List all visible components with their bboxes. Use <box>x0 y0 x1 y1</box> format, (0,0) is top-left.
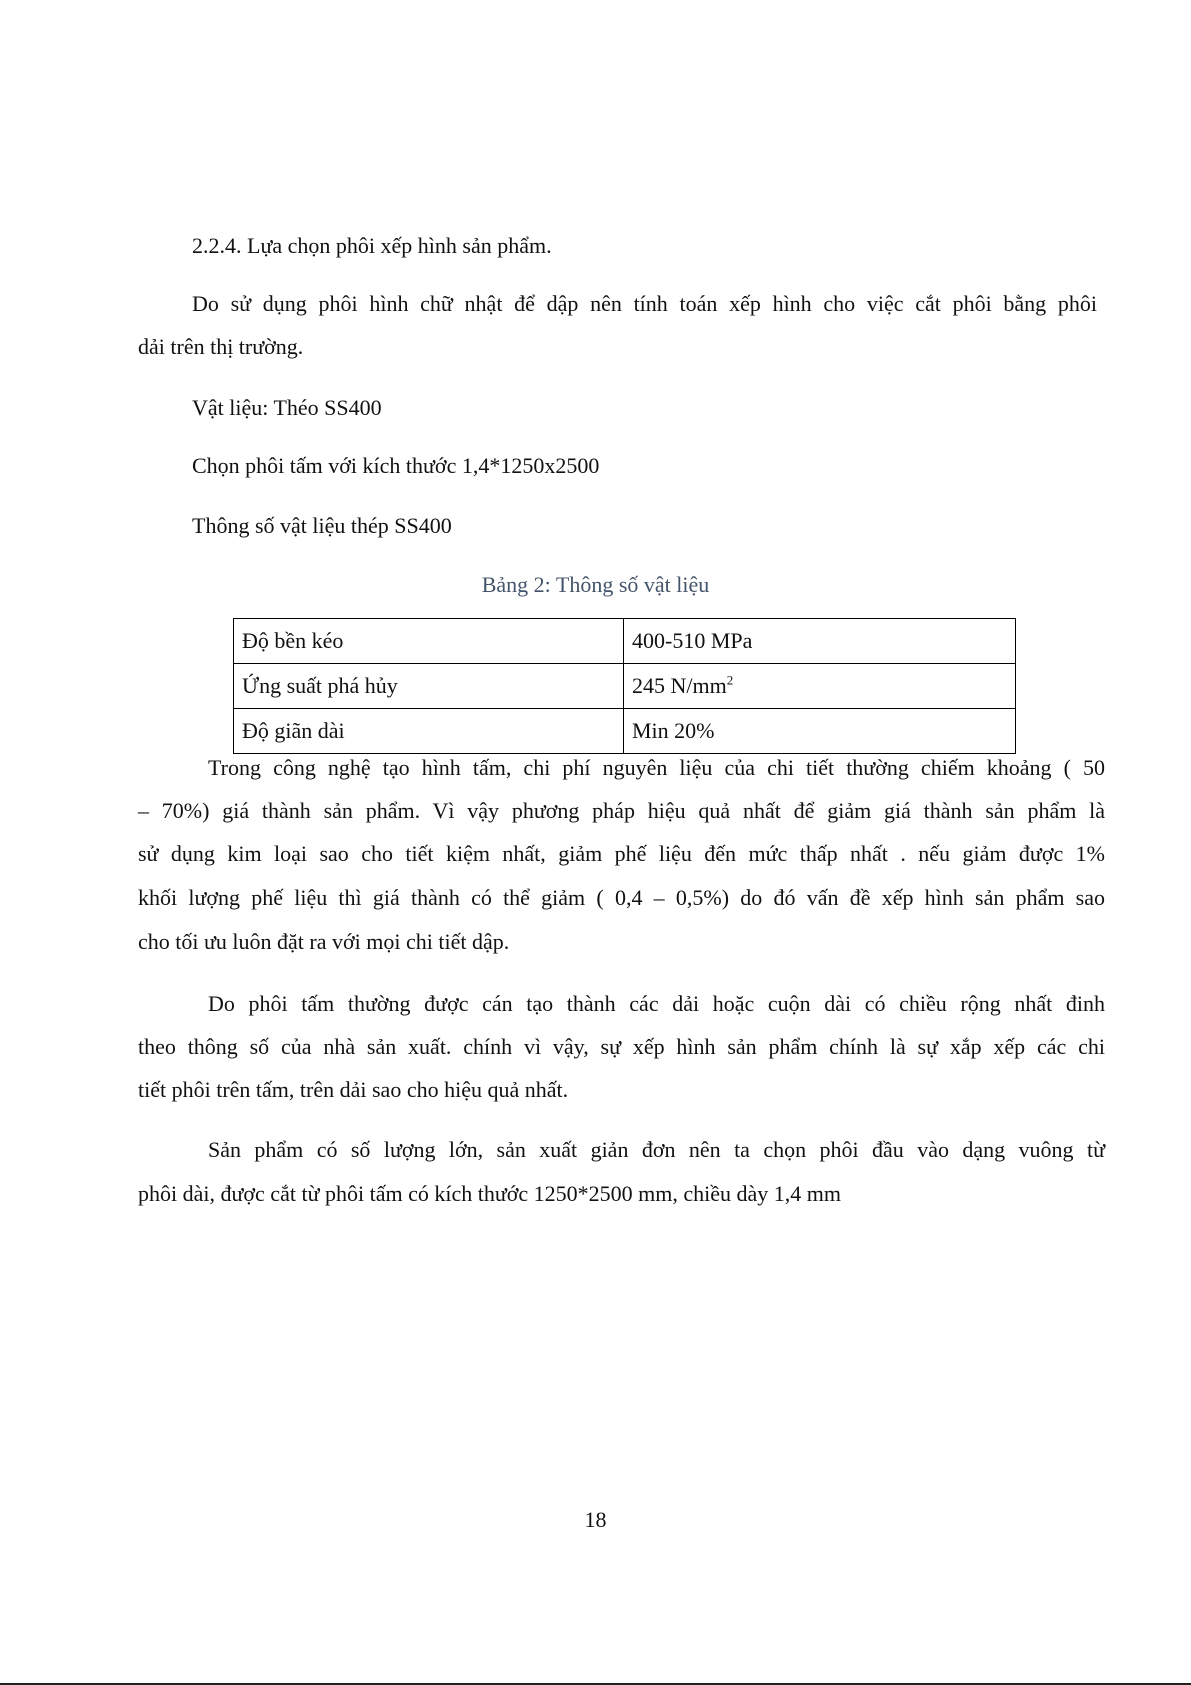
paragraph-2-line-3: sử dụng kim loại sao cho tiết kiệm nhất, giảm phế liệu đến mức thấp nhất . nếu giảm được 1% <box>138 841 1105 866</box>
section-heading: 2.2.4. Lựa chọn phôi xếp hình sản phẩm. <box>192 233 552 258</box>
page-number: 18 <box>584 1507 607 1532</box>
paragraph-2-line-4: khối lượng phế liệu thì giá thành có thể giảm ( 0,4 – 0,5%) do đó vấn đề xếp hình sản phẩm sao <box>138 885 1105 910</box>
table-caption: Bảng 2: Thông số vật liệu <box>481 572 710 597</box>
material-line: Vật liệu: Théo SS400 <box>192 395 382 420</box>
value-cell <box>624 664 1016 709</box>
property-cell: Độ bền kéo <box>234 619 624 664</box>
paragraph-2-line-1: Trong công nghệ tạo hình tấm, chi phí nguyên liệu của chi tiết thường chiếm khoảng ( 50 <box>208 755 1105 780</box>
value-text: 245 N/mm <box>632 673 727 698</box>
spec-heading: Thông số vật liệu thép SS400 <box>192 513 452 538</box>
paragraph-1-line-1: Do sử dụng phôi hình chữ nhật để dập nên tính toán xếp hình cho việc cắt phôi bằng phôi <box>192 291 1097 316</box>
paragraph-4-line-1: Sản phẩm có số lượng lớn, sản xuất giản đơn nên ta chọn phôi đầu vào dạng vuông từ <box>208 1137 1105 1162</box>
property-cell: Độ giãn dài <box>234 709 624 754</box>
table-row <box>234 709 1016 754</box>
superscript: 2 <box>726 672 734 688</box>
paragraph-4-line-2: phôi dài, được cắt từ phôi tấm có kích thước 1250*2500 mm, chiều dày 1,4 mm <box>138 1181 842 1206</box>
paragraph-3-line-1: Do phôi tấm thường được cán tạo thành các dải hoặc cuộn dài có chiều rộng nhất đinh <box>208 991 1105 1016</box>
value-cell: 400-510 MPa <box>624 619 1016 664</box>
value-cell: Min 20% <box>624 709 1016 754</box>
blank-size-line: Chọn phôi tấm với kích thước 1,4*1250x2500 <box>192 453 600 478</box>
paragraph-3-line-2: theo thông số của nhà sản xuất. chính vì vậy, sự xếp hình sản phẩm chính là sự xắp xếp các chi <box>138 1034 1105 1059</box>
table-row <box>234 664 1016 709</box>
paragraph-2-line-2: – 70%) giá thành sản phẩm. Vì vậy phương pháp hiệu quả nhất để giảm giá thành sản phẩm là <box>138 798 1105 823</box>
paragraph-1-line-2: dải trên thị trường. <box>138 334 304 359</box>
paragraph-2-line-5: cho tối ưu luôn đặt ra với mọi chi tiết dập. <box>138 929 510 954</box>
table-row <box>234 619 1016 664</box>
property-cell: Ứng suất phá hủy <box>234 664 624 709</box>
paragraph-3-line-3: tiết phôi trên tấm, trên dải sao cho hiệu quả nhất. <box>138 1077 569 1102</box>
material-spec-table <box>233 618 1016 754</box>
